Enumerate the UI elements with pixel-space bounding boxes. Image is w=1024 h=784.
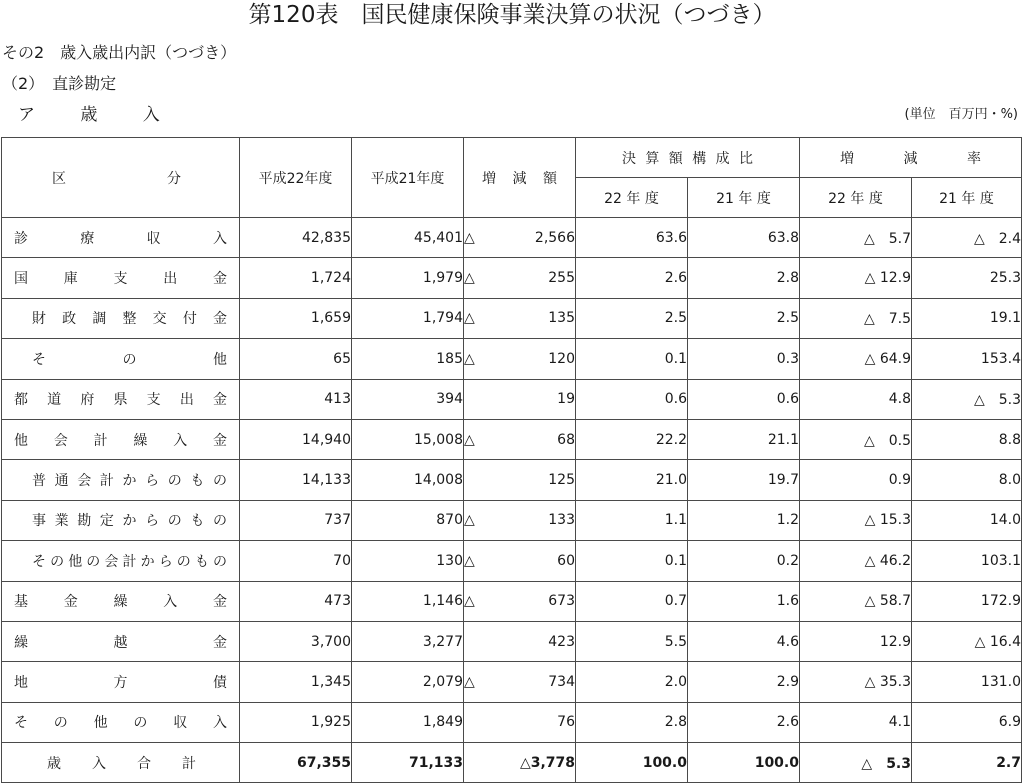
cell-v21: 1,146	[352, 581, 464, 621]
cell-c22: 0.6	[576, 379, 688, 419]
delta-mark: △	[464, 593, 475, 610]
row-label: その他	[2, 339, 240, 379]
row-label: 事業勘定からのもの	[2, 500, 240, 540]
cell-c22: 0.7	[576, 581, 688, 621]
budget-table	[1, 137, 1022, 783]
delta-value: 2,566	[534, 229, 575, 246]
subsection-subtitle: （2） 直診勘定	[2, 74, 117, 93]
cell-r22: 0.9	[800, 460, 912, 500]
cell-r22: 4.1	[800, 702, 912, 742]
cell-v21: 3,277	[352, 621, 464, 661]
cell-c21: 0.3	[688, 339, 800, 379]
cell-v22: 14,940	[240, 419, 352, 459]
page-title: 第120表 国民健康保険事業決算の状況（つづき）	[248, 2, 776, 28]
delta-value: 68	[557, 431, 575, 448]
cell-c22: 22.2	[576, 419, 688, 459]
cell-zougen	[464, 702, 576, 742]
cell-v22: 1,345	[240, 662, 352, 702]
delta-mark: △	[464, 512, 475, 529]
cell-c22: 2.8	[576, 702, 688, 742]
cell-v22: 413	[240, 379, 352, 419]
cell-zougen	[464, 460, 576, 500]
cell-c21: 2.8	[688, 258, 800, 298]
cell-c21: 1.2	[688, 500, 800, 540]
cell-v22: 1,925	[240, 702, 352, 742]
row-label: 国庫支出金	[2, 258, 240, 298]
header-zougen: 増 減 額	[464, 138, 576, 218]
cell-v21: 185	[352, 339, 464, 379]
cell-v21: 2,079	[352, 662, 464, 702]
cell-c22: 21.0	[576, 460, 688, 500]
table-row	[2, 500, 1022, 540]
total-r21: 2.7	[912, 743, 1022, 783]
total-c22: 100.0	[576, 743, 688, 783]
cell-r22: △ 12.9	[800, 258, 912, 298]
table-row	[2, 702, 1022, 742]
table-row	[2, 460, 1022, 500]
table-row	[2, 419, 1022, 459]
table-row	[2, 339, 1022, 379]
row-label: 基金繰入金	[2, 581, 240, 621]
delta-mark: △	[464, 310, 475, 327]
cell-r22: △ 0.5	[800, 419, 912, 459]
cell-r21: 153.4	[912, 339, 1022, 379]
cell-c21: 63.8	[688, 218, 800, 258]
cell-r22: △ 15.3	[800, 500, 912, 540]
cell-r21: △ 16.4	[912, 621, 1022, 661]
cell-zougen	[464, 581, 576, 621]
cell-v22: 70	[240, 541, 352, 581]
cell-v22: 42,835	[240, 218, 352, 258]
cell-zougen	[464, 379, 576, 419]
delta-value: 734	[548, 673, 575, 690]
cell-c21: 0.2	[688, 541, 800, 581]
table-row	[2, 298, 1022, 338]
table-row	[2, 379, 1022, 419]
cell-r22: 4.8	[800, 379, 912, 419]
total-v21: 71,133	[352, 743, 464, 783]
delta-value: 76	[557, 714, 575, 731]
cell-c21: 19.7	[688, 460, 800, 500]
row-label: 繰越金	[2, 621, 240, 661]
row-label: その他の収入	[2, 702, 240, 742]
unit-note: (単位 百万円・%)	[904, 107, 1018, 122]
cell-r22: △ 5.7	[800, 218, 912, 258]
cell-zougen	[464, 258, 576, 298]
cell-v21: 1,849	[352, 702, 464, 742]
header-ritsu-22: 22 年 度	[800, 178, 912, 218]
cell-zougen	[464, 662, 576, 702]
delta-mark: △	[464, 431, 475, 448]
cell-r21: 8.0	[912, 460, 1022, 500]
cell-r21: 8.8	[912, 419, 1022, 459]
cell-zougen	[464, 621, 576, 661]
total-d: △3,778	[464, 743, 576, 783]
cell-c21: 4.6	[688, 621, 800, 661]
delta-value: 135	[548, 310, 575, 327]
cell-v21: 1,794	[352, 298, 464, 338]
cell-r21: △ 2.4	[912, 218, 1022, 258]
cell-c22: 2.6	[576, 258, 688, 298]
header-kubun: 区 分	[2, 138, 240, 218]
delta-value: 60	[557, 552, 575, 569]
cell-v21: 394	[352, 379, 464, 419]
cell-r21: 25.3	[912, 258, 1022, 298]
header-h22: 平成22年度	[240, 138, 352, 218]
cell-v21: 45,401	[352, 218, 464, 258]
cell-c21: 2.6	[688, 702, 800, 742]
cell-c21: 1.6	[688, 581, 800, 621]
cell-c22: 63.6	[576, 218, 688, 258]
delta-value: 125	[548, 472, 575, 489]
cell-c21: 0.6	[688, 379, 800, 419]
cell-r22: △ 7.5	[800, 298, 912, 338]
cell-c22: 2.0	[576, 662, 688, 702]
row-label: 普通会計からのもの	[2, 460, 240, 500]
total-row	[2, 743, 1022, 783]
row-label: その他の会計からのもの	[2, 541, 240, 581]
cell-r22: △ 35.3	[800, 662, 912, 702]
cell-v22: 737	[240, 500, 352, 540]
table-row	[2, 258, 1022, 298]
header-zougenritsu: 増 減 率	[800, 138, 1022, 178]
table-row	[2, 581, 1022, 621]
cell-r21: 131.0	[912, 662, 1022, 702]
delta-value: 255	[548, 270, 575, 287]
cell-v22: 65	[240, 339, 352, 379]
header-kousei-21: 21 年 度	[688, 178, 800, 218]
cell-v22: 1,724	[240, 258, 352, 298]
cell-r21: 103.1	[912, 541, 1022, 581]
cell-c22: 0.1	[576, 541, 688, 581]
cell-c22: 2.5	[576, 298, 688, 338]
delta-value: 19	[557, 391, 575, 408]
delta-mark: △	[464, 350, 475, 367]
cell-v21: 15,008	[352, 419, 464, 459]
cell-zougen	[464, 500, 576, 540]
table-row	[2, 541, 1022, 581]
delta-value: 120	[548, 350, 575, 367]
category-subtitle: ア 歳 入	[18, 105, 180, 125]
table-row	[2, 662, 1022, 702]
delta-value: 423	[548, 633, 575, 650]
cell-r22: △ 46.2	[800, 541, 912, 581]
cell-r21: 172.9	[912, 581, 1022, 621]
cell-zougen	[464, 218, 576, 258]
cell-v22: 473	[240, 581, 352, 621]
cell-v22: 3,700	[240, 621, 352, 661]
cell-c22: 1.1	[576, 500, 688, 540]
total-label: 歳入合計	[2, 743, 240, 783]
cell-zougen	[464, 339, 576, 379]
delta-value: 673	[548, 593, 575, 610]
cell-r21: 6.9	[912, 702, 1022, 742]
cell-r21: 19.1	[912, 298, 1022, 338]
header-kousei: 決算額構成比	[576, 138, 800, 178]
row-label: 他会計繰入金	[2, 419, 240, 459]
total-c21: 100.0	[688, 743, 800, 783]
cell-v21: 870	[352, 500, 464, 540]
delta-value: 133	[548, 512, 575, 529]
cell-r22: △ 64.9	[800, 339, 912, 379]
cell-r21: 14.0	[912, 500, 1022, 540]
total-r22: △ 5.3	[800, 743, 912, 783]
table-row	[2, 621, 1022, 661]
delta-mark: △	[464, 229, 475, 246]
row-label: 診療収入	[2, 218, 240, 258]
cell-zougen	[464, 419, 576, 459]
cell-v21: 1,979	[352, 258, 464, 298]
cell-v22: 1,659	[240, 298, 352, 338]
header-h21: 平成21年度	[352, 138, 464, 218]
cell-c21: 21.1	[688, 419, 800, 459]
delta-mark: △	[464, 673, 475, 690]
cell-c22: 5.5	[576, 621, 688, 661]
delta-mark: △	[464, 270, 475, 287]
table-row	[2, 218, 1022, 258]
header-kousei-22: 22 年 度	[576, 178, 688, 218]
cell-r22: 12.9	[800, 621, 912, 661]
row-label: 都道府県支出金	[2, 379, 240, 419]
cell-r22: △ 58.7	[800, 581, 912, 621]
cell-c21: 2.9	[688, 662, 800, 702]
delta-mark: △	[464, 552, 475, 569]
cell-v22: 14,133	[240, 460, 352, 500]
total-v22: 67,355	[240, 743, 352, 783]
cell-r21: △ 5.3	[912, 379, 1022, 419]
cell-zougen	[464, 298, 576, 338]
cell-c22: 0.1	[576, 339, 688, 379]
row-label: 地方債	[2, 662, 240, 702]
cell-zougen	[464, 541, 576, 581]
cell-c21: 2.5	[688, 298, 800, 338]
cell-v21: 14,008	[352, 460, 464, 500]
section-subtitle: その2 歳入歳出内訳（つづき）	[2, 43, 237, 62]
header-ritsu-21: 21 年 度	[912, 178, 1022, 218]
cell-v21: 130	[352, 541, 464, 581]
row-label: 財政調整交付金	[2, 298, 240, 338]
